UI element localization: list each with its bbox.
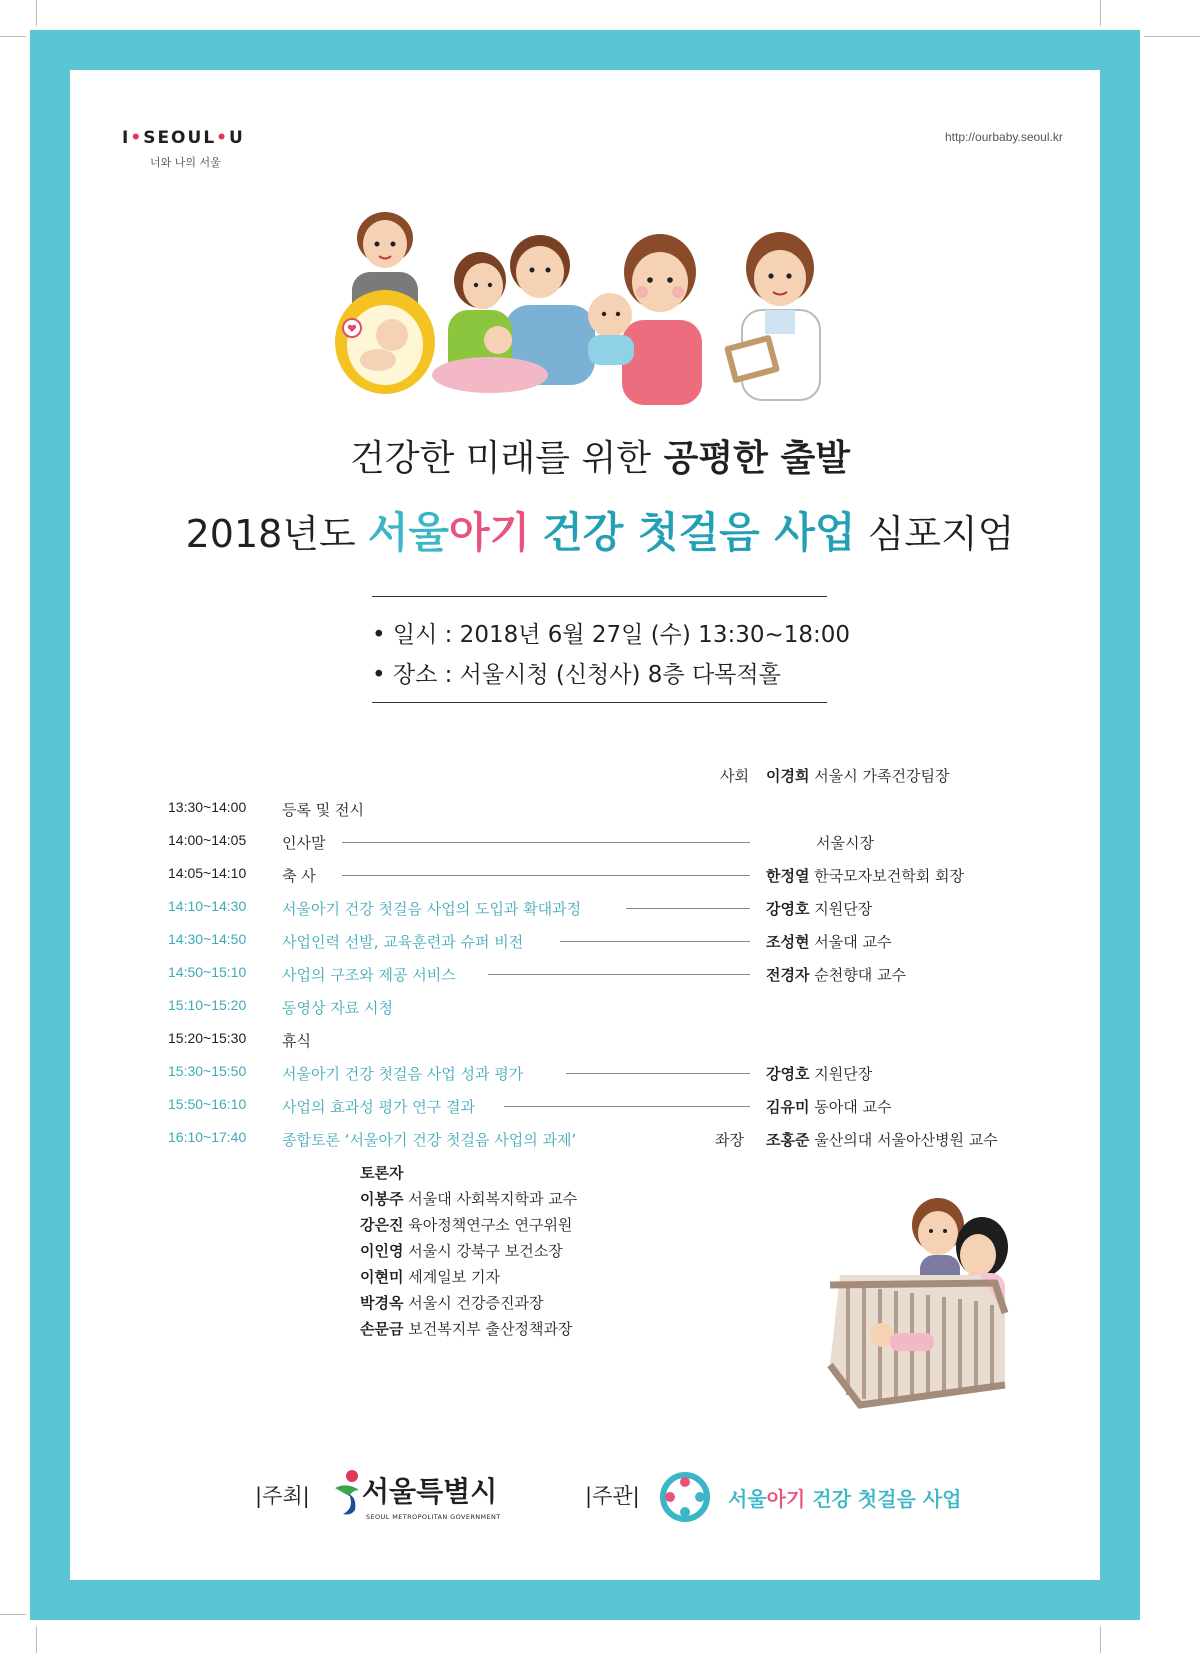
schedule-topic: 인사말 (282, 834, 326, 852)
crop-mark (36, 0, 37, 26)
schedule-row (168, 865, 1068, 887)
panel-list (360, 1160, 577, 1342)
nurse-icon (724, 232, 820, 400)
dotted-leader (626, 908, 750, 909)
schedule-speaker: 서울시장 (816, 834, 874, 852)
crop-mark (1144, 36, 1200, 37)
schedule-row (168, 1096, 1068, 1118)
schedule-topic: 사업의 구조와 제공 서비스 (282, 966, 456, 984)
panel-heading: 토론자 (360, 1164, 404, 1182)
i-seoul-u-logo: I•SEOUL•U (122, 128, 245, 148)
crop-mark (1100, 1626, 1101, 1653)
event-headline: 건강한 미래를 위한 공평한 출발 (349, 438, 851, 479)
dotted-leader (504, 1106, 750, 1107)
schedule-time: 15:10~15:20 (168, 997, 247, 1013)
event-venue: • 장소 : 서울시청 (신청사) 8층 다목적홀 (372, 662, 781, 688)
schedule-topic: 동영상 자료 시청 (282, 999, 393, 1017)
schedule-speaker: 조홍준 울산의대 서울아산병원 교수 (766, 1131, 998, 1149)
schedule-speaker: 한정열 한국모자보건학회 회장 (766, 867, 964, 885)
mother-with-baby-icon (588, 234, 702, 405)
host-label: 사회 (720, 767, 749, 785)
crop-mark (36, 1626, 37, 1653)
schedule-row (168, 964, 1068, 986)
schedule-time: 16:10~17:40 (168, 1129, 247, 1145)
panel-member: 이현미 세계일보 기자 (360, 1268, 500, 1286)
event-title: 2018년도 서울아기 건강 첫걸음 사업 심포지엄 (185, 508, 1015, 557)
crop-mark (0, 1614, 26, 1615)
project-name: 서울아기 건강 첫걸음 사업 (728, 1487, 962, 1511)
organizer-label: |주관| (585, 1484, 640, 1508)
schedule-time: 15:50~16:10 (168, 1096, 247, 1112)
dotted-leader (566, 1073, 750, 1074)
schedule-time: 14:10~14:30 (168, 898, 247, 914)
family-illustration (330, 210, 870, 405)
schedule-row (168, 898, 1068, 920)
schedule-row (168, 1063, 1068, 1085)
schedule-topic: 서울아기 건강 첫걸음 사업 성과 평가 (282, 1065, 524, 1083)
schedule-time: 15:20~15:30 (168, 1030, 247, 1046)
crib-illustration (820, 1195, 1015, 1420)
host-name: 이경희 서울시 가족건강팀장 (766, 767, 950, 785)
project-logo-icon (660, 1472, 710, 1522)
crop-mark (1100, 0, 1101, 26)
panel-member: 이봉주 서울대 사회복지학과 교수 (360, 1190, 578, 1208)
dotted-leader (488, 974, 750, 975)
schedule-topic: 서울아기 건강 첫걸음 사업의 도입과 확대과정 (282, 900, 582, 918)
panel-member: 손문금 보건복지부 출산정책과장 (360, 1320, 573, 1338)
pregnant-mother-icon (335, 212, 435, 394)
schedule-row (168, 931, 1068, 953)
schedule-row (168, 1129, 1068, 1151)
schedule-row (168, 832, 1068, 854)
host-org-label: |주최| (255, 1484, 310, 1508)
schedule-speaker: 조성현 서울대 교수 (766, 933, 892, 951)
seoul-city-english: SEOUL METROPOLITAN GOVERNMENT (366, 1513, 501, 1521)
schedule-row (168, 997, 1068, 1019)
schedule-topic: 등록 및 전시 (282, 801, 364, 819)
schedule-time: 14:00~14:05 (168, 832, 247, 848)
schedule-topic: 사업인력 선발, 교육훈련과 슈퍼 비전 (282, 933, 524, 951)
dotted-leader (560, 941, 750, 942)
schedule-time: 14:50~15:10 (168, 964, 247, 980)
panel-member: 강은진 육아정책연구소 연구위원 (360, 1216, 573, 1234)
schedule-topic: 휴식 (282, 1032, 311, 1050)
schedule-topic: 종합토론 ‘서울아기 건강 첫걸음 사업의 과제’ (282, 1131, 577, 1149)
divider (372, 596, 827, 597)
nursing-couple-icon (432, 235, 595, 393)
crop-mark (0, 36, 26, 37)
divider (372, 702, 827, 703)
panel-member: 박경옥 서울시 건강증진과장 (360, 1294, 544, 1312)
dotted-leader (342, 842, 750, 843)
panel-member: 이인영 서울시 강북구 보건소장 (360, 1242, 563, 1260)
schedule-speaker: 전경자 순천향대 교수 (766, 966, 906, 984)
schedule-time: 14:30~14:50 (168, 931, 247, 947)
schedule-row (168, 799, 1068, 821)
website-url: http://ourbaby.seoul.kr (945, 130, 1063, 144)
chair-label: 좌장 (715, 1131, 744, 1149)
event-date: • 일시 : 2018년 6월 27일 (수) 13:30~18:00 (372, 622, 851, 648)
logo-subtitle: 너와 나의 서울 (150, 156, 221, 169)
schedule-time: 13:30~14:00 (168, 799, 247, 815)
schedule-topic: 사업의 효과성 평가 연구 결과 (282, 1098, 475, 1116)
seoul-city-name: 서울특별시 (362, 1475, 498, 1508)
schedule-speaker: 강영호 지원단장 (766, 900, 873, 918)
schedule-time: 15:30~15:50 (168, 1063, 247, 1079)
schedule-topic: 축 사 (282, 867, 316, 885)
schedule-speaker: 강영호 지원단장 (766, 1065, 873, 1083)
dotted-leader (342, 875, 750, 876)
schedule-speaker: 김유미 동아대 교수 (766, 1098, 892, 1116)
schedule-time: 14:05~14:10 (168, 865, 247, 881)
schedule-row (168, 1030, 1068, 1052)
